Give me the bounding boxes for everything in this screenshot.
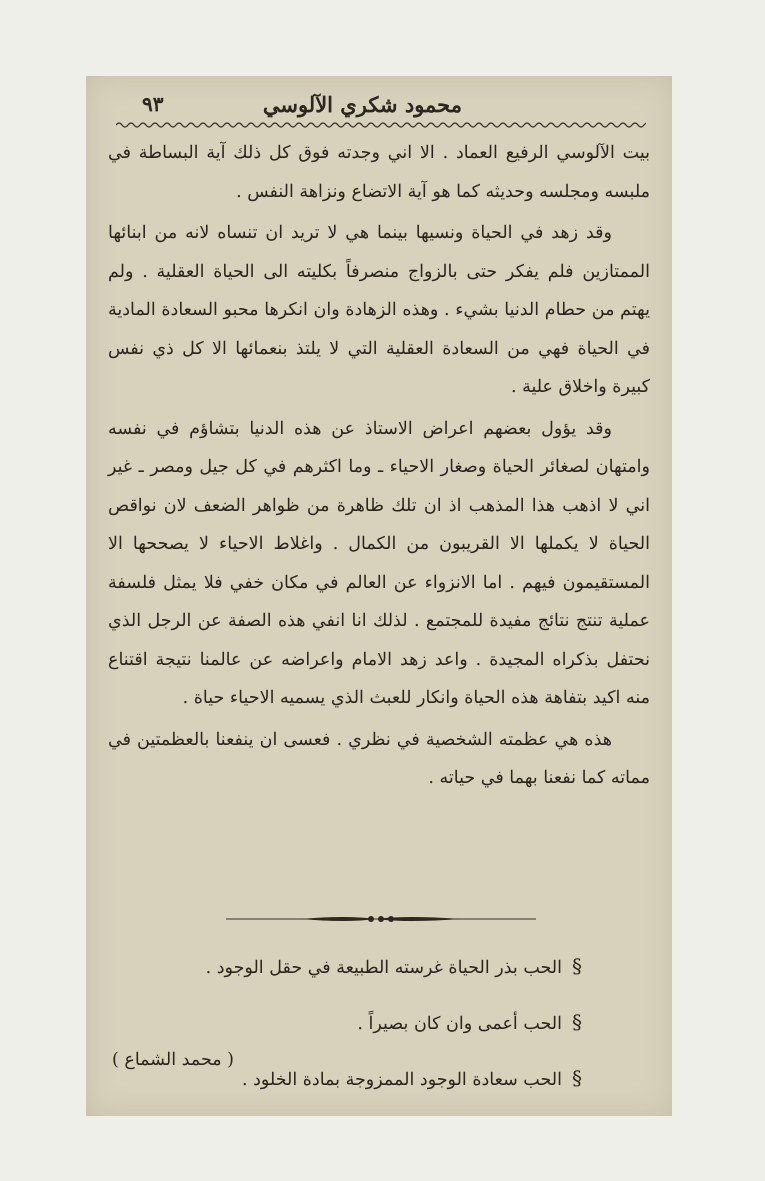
wavy-rule	[116, 120, 646, 130]
list-item	[108, 994, 582, 1050]
author-signature: ( محمد الشماع )	[112, 1050, 235, 1070]
page-number: ٩٣	[142, 92, 164, 116]
section-sign-icon: §	[572, 1066, 582, 1090]
aphorisms-list	[108, 938, 582, 1106]
aphorism-text: الحب أعمى وان كان بصيراً .	[357, 1014, 562, 1034]
aphorism-text: الحب سعادة الوجود الممزوجة بمادة الخلود .	[241, 1070, 562, 1090]
list-item	[108, 938, 582, 994]
running-header	[86, 88, 672, 122]
paragraph: هذه هي عظمته الشخصية في نظري . فعسى ان ينفعنا بالعظمتين في مماته كما نفعنا بهما في حياته .	[108, 729, 650, 788]
paragraph: وقد يؤول بعضهم اعراض الاستاذ عن هذه الدنيا بتشاؤم في نفسه وامتهان لصغائر الحياة وصغار الاحياء ـ وما اكثرهم في كل جيل ومصر ـ غير اني لا اذهب هذا المذهب اذ ان تلك ظاهرة من ظواهر الضعف لان نواقص الحياة لا يكملها الا القريبون من الكمال . واغلاط الاحياء لا يصححها الا المستقيمون فيهم . اما الانزواء عن العالم في مكان خفي فلا يمثل فلسفة عملية تنتج نتائج مفيدة للمجتمع . لذلك انا انفي هذه الصفة عن الرجل الذي نحتفل بذكراه المجيدة . واعد زهد الامام واعراضه عن عالمنا نتيجة اقتناع منه اكيد بتفاهة هذه الحياة وانكار للعبث الذي يسميه الاحياء حياة .	[108, 418, 650, 708]
header-title: محمود شكري الآلوسي	[262, 92, 462, 117]
section-divider-ornament	[226, 912, 536, 926]
aphorism-text: الحب بذر الحياة غرسته الطبيعة في حقل الوجود .	[205, 958, 562, 978]
section-sign-icon: §	[572, 954, 582, 978]
section-sign-icon: §	[572, 1010, 582, 1034]
article-body	[108, 134, 650, 798]
paragraph: بيت الآلوسي الرفيع العماد . الا اني وجدته فوق كل ذلك آية البساطة في ملبسه ومجلسه وحديثه كما هو آية الاتضاع ونزاهة النفس .	[108, 143, 650, 202]
paragraph: وقد زهد في الحياة ونسيها بينما هي لا تريد ان تنساه لانه من ابنائها الممتازين فلم يفكر حتى بالزواج منصرفاً بكليته الى الحياة العقلية . ولم يهتم من حطام الدنيا بشيء . وهذه الزهادة وان انكرها محبو السعادة المادية في الحياة فهي من السعادة العقلية التي لا يلتذ بنعمائها الا كل ذي نفس كبيرة واخلاق علية .	[108, 223, 650, 397]
book-page	[86, 76, 672, 1116]
